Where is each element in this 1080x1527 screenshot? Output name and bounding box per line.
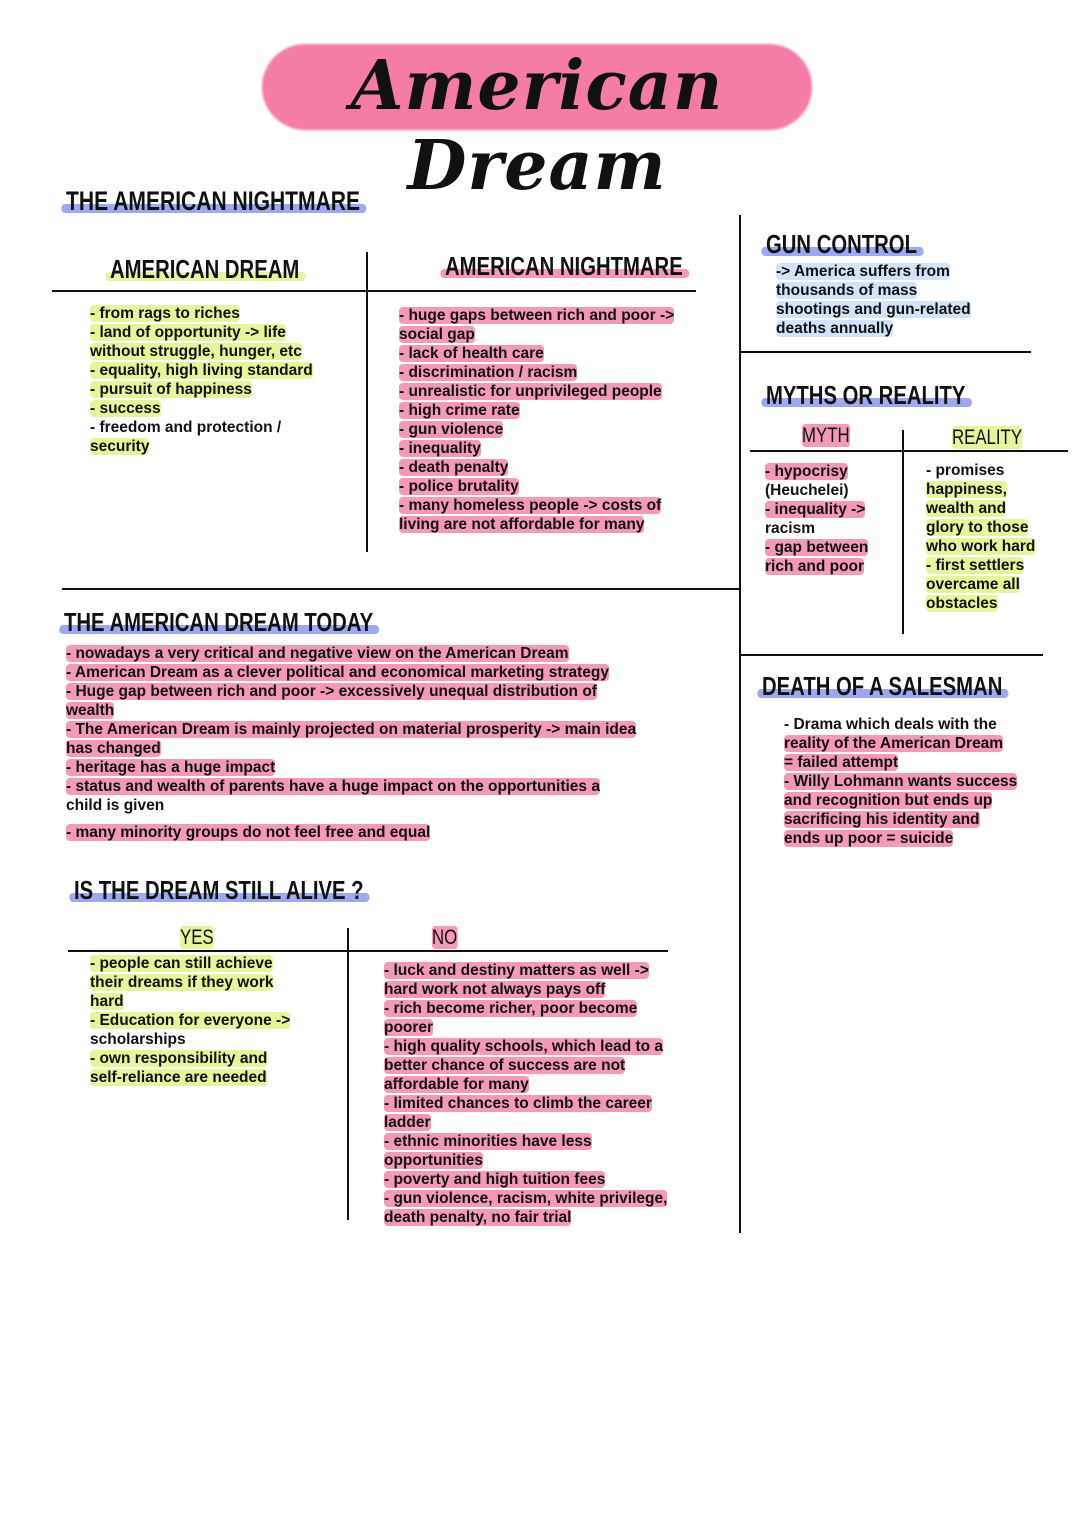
list-item: death penalty, no fair trial: [384, 1209, 572, 1226]
list-item: - inequality ->: [765, 501, 866, 518]
gun-control-heading: GUN CONTROL: [766, 229, 917, 260]
list-item: - The American Dream is mainly projected on material prosperity -> main idea: [66, 721, 637, 738]
list-item: reality of the American Dream: [784, 735, 1004, 752]
list-item: - rich become richer, poor become: [384, 1000, 638, 1017]
divider-gun-bottom: [741, 351, 1031, 353]
list-item: - success: [90, 400, 161, 417]
divider-alive-columns: [347, 928, 349, 1220]
list-item: - ethnic minorities have less: [384, 1133, 592, 1150]
divider-nightmare-columns: [366, 252, 368, 552]
divider-nightmare-header: [52, 290, 696, 292]
list-item: -> America suffers from: [776, 263, 950, 280]
list-item: hard work not always pays off: [384, 981, 606, 998]
today-heading: THE AMERICAN DREAM TODAY: [64, 607, 373, 638]
list-item: - limited chances to climb the career: [384, 1095, 652, 1112]
list-item: - heritage has a huge impact: [66, 759, 276, 776]
list-item: has changed: [66, 740, 161, 757]
list-item: happiness,: [926, 481, 1007, 498]
list-item: hard: [90, 993, 124, 1010]
list-item: living are not affordable for many: [399, 516, 645, 533]
list-item: - many homeless people -> costs of: [399, 497, 662, 514]
list-item: affordable for many: [384, 1076, 529, 1093]
dream-list: [90, 304, 360, 456]
list-item: without struggle, hunger, etc: [90, 343, 302, 360]
list-item: = failed attempt: [784, 754, 899, 771]
list-item: - first settlers: [926, 557, 1025, 574]
divider-alive-header: [68, 950, 668, 952]
list-item: better chance of success are not: [384, 1057, 626, 1074]
list-item: - high crime rate: [399, 402, 520, 419]
alive-heading: IS THE DREAM STILL ALIVE ?: [74, 875, 364, 906]
list-item: - own responsibility and: [90, 1050, 268, 1067]
list-item: - Huge gap between rich and poor -> excessively unequal distribution of: [66, 683, 597, 700]
divider-today-top: [62, 588, 740, 590]
col-yes-heading: YES: [180, 926, 214, 949]
list-item: and recognition but ends up: [784, 792, 993, 809]
list-item: - many minority groups do not feel free and equal: [66, 824, 431, 841]
list-item: wealth and: [926, 500, 1007, 517]
divider-myths-bottom: [741, 654, 1043, 656]
list-item: - Willy Lohmann wants success: [784, 773, 1018, 790]
list-item: - death penalty: [399, 459, 509, 476]
col-myth-heading: MYTH: [802, 424, 850, 447]
reality-list: [926, 461, 1066, 613]
list-item: who work hard: [926, 538, 1036, 555]
list-item: - equality, high living standard: [90, 362, 313, 379]
page-title: American Dream: [350, 46, 724, 206]
yes-list: [90, 954, 340, 1087]
list-item: thousands of mass: [776, 282, 918, 299]
list-item: - hypocrisy: [765, 463, 848, 480]
salesman-list: [784, 715, 1054, 848]
list-item: rich and poor: [765, 558, 865, 575]
list-item: social gap: [399, 326, 475, 343]
nightmare-list: [399, 306, 699, 534]
list-item: - people can still achieve: [90, 955, 273, 972]
list-item: - Drama which deals with the: [784, 716, 997, 733]
list-item: - police brutality: [399, 478, 519, 495]
no-list: [384, 961, 684, 1227]
col-no-heading: NO: [432, 926, 458, 949]
today-list: [66, 644, 726, 842]
list-item: obstacles: [926, 595, 998, 612]
list-item: opportunities: [384, 1152, 484, 1169]
list-item: sacrificing his identity and: [784, 811, 980, 828]
list-item: - poverty and high tuition fees: [384, 1171, 606, 1188]
list-item: - gun violence, racism, white privilege,: [384, 1190, 668, 1207]
list-item: - pursuit of happiness: [90, 381, 252, 398]
col-nightmare-heading: AMERICAN NIGHTMARE: [445, 251, 683, 282]
list-item: - discrimination / racism: [399, 364, 578, 381]
list-item: wealth: [66, 702, 115, 719]
list-item: - promises: [926, 462, 1005, 479]
list-item: (Heuchelei): [765, 482, 849, 499]
col-dream-heading: AMERICAN DREAM: [110, 254, 299, 285]
list-item: overcame all: [926, 576, 1020, 593]
list-item: self-reliance are needed: [90, 1069, 267, 1086]
list-item: security: [90, 438, 150, 455]
nightmare-heading: THE AMERICAN NIGHTMARE: [66, 186, 360, 217]
list-item: - high quality schools, which lead to a: [384, 1038, 664, 1055]
list-item: - status and wealth of parents have a huge impact on the opportunities a: [66, 778, 600, 795]
list-item: ends up poor = suicide: [784, 830, 954, 847]
list-item: - unrealistic for unprivileged people: [399, 383, 662, 400]
list-item: scholarships: [90, 1031, 186, 1048]
divider-vertical-right: [739, 215, 741, 1233]
divider-myths-columns: [902, 430, 904, 634]
list-item: shootings and gun-related: [776, 301, 971, 318]
list-item: - huge gaps between rich and poor ->: [399, 307, 675, 324]
list-item: - American Dream as a clever political and economical marketing strategy: [66, 664, 610, 681]
list-item: - from rags to riches: [90, 305, 240, 322]
list-item: their dreams if they work: [90, 974, 274, 991]
list-item: - lack of health care: [399, 345, 544, 362]
divider-myths-header: [750, 450, 1068, 452]
list-item: glory to those: [926, 519, 1029, 536]
list-item: ladder: [384, 1114, 431, 1131]
list-item: - gun violence: [399, 421, 504, 438]
myth-list: [765, 462, 900, 576]
salesman-heading: DEATH OF A SALESMAN: [762, 671, 1002, 702]
myths-heading: MYTHS OR REALITY: [766, 380, 965, 411]
list-item: - inequality: [399, 440, 481, 457]
gun-control-list: [776, 262, 1026, 338]
list-item: - nowadays a very critical and negative view on the American Dream: [66, 645, 569, 662]
list-item: racism: [765, 520, 815, 537]
col-reality-heading: REALITY: [952, 426, 1023, 449]
list-item: deaths annually: [776, 320, 894, 337]
list-item: - luck and destiny matters as well ->: [384, 962, 649, 979]
list-item: child is given: [66, 797, 165, 814]
title-banner: [262, 38, 812, 206]
list-item: - freedom and protection /: [90, 419, 282, 436]
list-item: - Education for everyone ->: [90, 1012, 291, 1029]
list-item: poorer: [384, 1019, 434, 1036]
list-item: - land of opportunity -> life: [90, 324, 286, 341]
list-item: - gap between: [765, 539, 869, 556]
